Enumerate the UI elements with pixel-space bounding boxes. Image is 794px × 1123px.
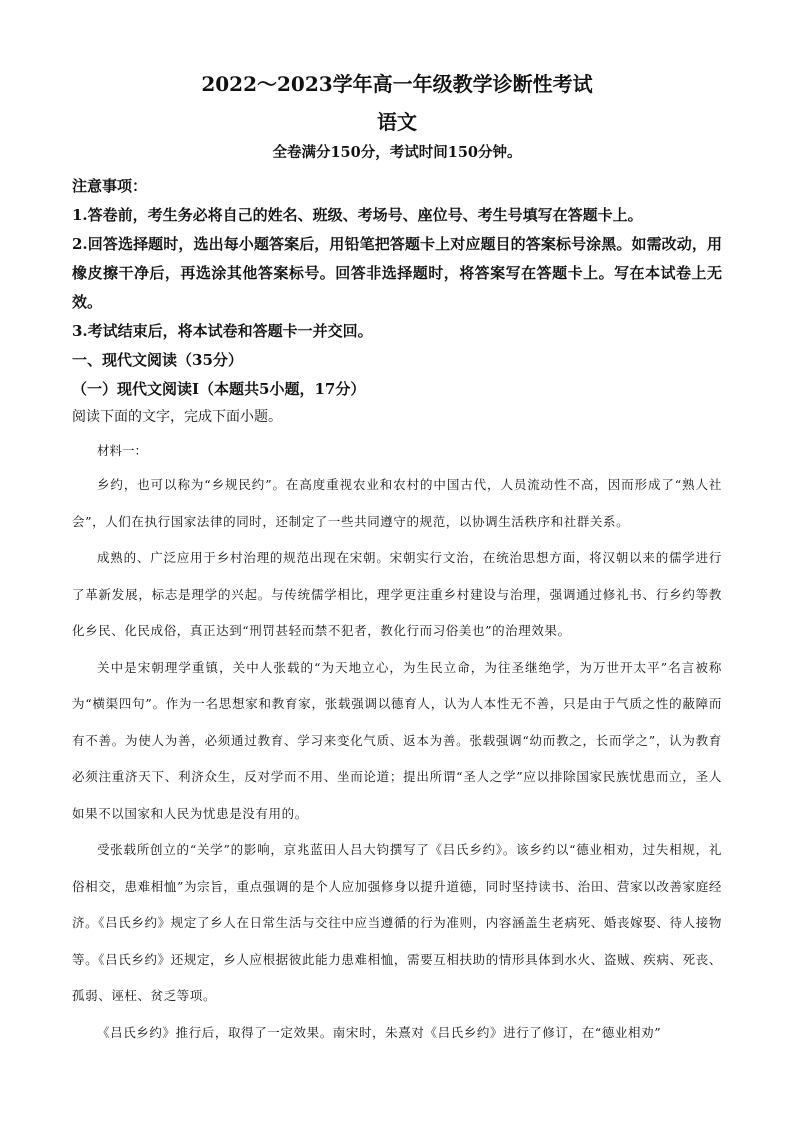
passage-paragraph-1: 乡约，也可以称为“乡规民约”。在高度重视农业和农村的中国古代，人员流动性不高，因而形成了“熟人社会”，人们在执行国家法律的同时，还制定了一些共同遵守的规范，以协调生活秩序和社群关系。 xyxy=(72,477,722,529)
exam-title: 2022～2023学年高一年级教学诊断性考试 xyxy=(201,72,593,96)
passage-paragraph-3: 关中是宋朝理学重镇，关中人张载的“为天地立心，为生民立命，为往圣继绝学，为万世开太平”名言被称为“横渠四句”。作为一名思想家和教育家，张载强调以德育人，认为人本性无不善，只是由于气质之性的蔽障而有不善。为使人为善，必须通过教育、学习来变化气质、返本为善。张载强调“幼而教之，长而学之”，认为教育必须注重济天下、利济众生，反对学而不用、坐而论道；提出所谓“圣人之学”应以排除国家民族忧患而立，圣人如果不以国家和人民为忧患是没有用的。 xyxy=(72,659,722,821)
notice-item-2: 2.回答选择题时，选出每小题答案后，用铅笔把答题卡上对应题目的答案标号涂黑。如需改动，用橡皮擦干净后，再选涂其他答案标号。回答非选择题时，将答案写在答题卡上。写在本试卷上无效。 xyxy=(72,235,722,311)
section-subheading: （一）现代文阅读Ⅰ（本题共5小题，17分） xyxy=(72,380,366,398)
exam-page xyxy=(72,70,722,1051)
passage-paragraph-4: 受张载所创立的“关学”的影响，京兆蓝田人吕大钧撰写了《吕氏乡约》。该乡约以“德业相劝，过失相规，礼俗相交，患难相恤”为宗旨，重点强调的是个人应加强修身以提升道德，同时坚持读书、治田、营家以改善家庭经济。《吕氏乡约》规定了乡人在日常生活与交往中应当遵循的行为准则，内容涵盖生老病死、婚丧嫁娶、待人接物等。《吕氏乡约》还规定，乡人应根据彼此能力患难相恤，需要互相扶助的情形具体到水火、盗贼、疾病、死丧、孤弱、诬枉、贫乏等项。 xyxy=(72,842,722,1003)
reading-instruction: 阅读下面的文字，完成下面小题。 xyxy=(72,409,282,425)
material-label: 材料一： xyxy=(97,443,148,458)
notice-item-3: 3.考试结束后，将本试卷和答题卡一并交回。 xyxy=(72,322,373,340)
section-heading: 一、现代文阅读（35分） xyxy=(72,351,243,369)
passage-paragraph-5: 《吕氏乡约》推行后，取得了一定效果。南宋时，朱熹对《吕氏乡约》进行了修订，在“德业相劝” xyxy=(97,1024,662,1040)
exam-info: 全卷满分150分，考试时间150分钟。 xyxy=(272,144,522,161)
notice-item-1: 1.答卷前，考生务必将自己的姓名、班级、考场号、座位号、考生号填写在答题卡上。 xyxy=(72,206,643,224)
passage-paragraph-2: 成熟的、广泛应用于乡村治理的规范出现在宋朝。宋朝实行文治，在统治思想方面，将汉朝以来的儒学进行了革新发展，标志是理学的兴起。与传统儒学相比，理学更注重乡村建设与治理，强调通过修礼书、行乡约等教化乡民、化民成俗，真正达到“刑罚甚轻而禁不犯者，教化行而习俗美也”的治理效果。 xyxy=(72,550,722,638)
notice-heading: 注意事项： xyxy=(72,177,148,195)
subject-title: 语文 xyxy=(377,110,417,134)
